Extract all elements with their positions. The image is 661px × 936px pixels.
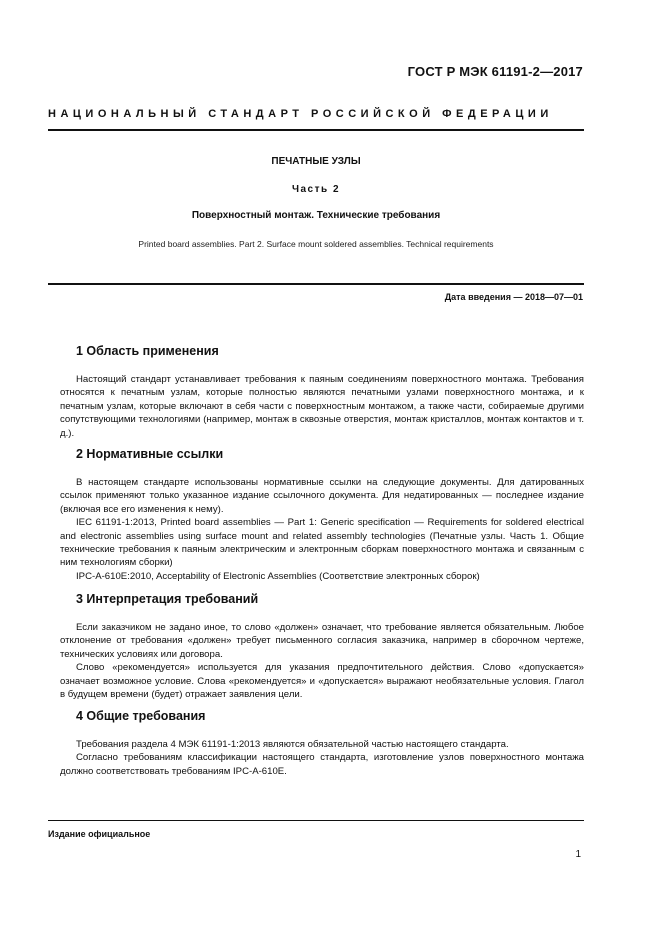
section-heading: 1 Область применения [76,344,219,358]
document-part: Часть 2 [291,184,341,195]
national-standard-banner: НАЦИОНАЛЬНЫЙ СТАНДАРТ РОССИЙСКОЙ ФЕДЕРАЦИИ [48,108,553,120]
paragraph: IEC 61191-1:2013, Printed board assemblies — Part 1: Generic specification — Requirements for soldered electrical and electronic assemblies using surface mount and related assembly technologies (Печатные узлы. Часть 1. Общие технические требования к паяным электрическим и электронным сборкам поверхностного монтажа и связанным с ним технологиям сборки) [60,517,584,569]
document-title: ПЕЧАТНЫЕ УЗЛЫ [271,156,361,167]
title-rule [48,283,584,285]
paragraph: В настоящем стандарте использованы нормативные ссылки на следующие документы. Для датированных ссылок применяют только указанное издание ссылочного документа. Для недатированных — последнее издание (включая все его изменения к нему). [60,477,584,515]
document-english-title: Printed board assemblies. Part 2. Surface mount soldered assemblies. Technical requirements [138,239,494,249]
paragraph: Согласно требованиям классификации настоящего стандарта, изготовление узлов поверхностного монтажа должно соответствовать требованиям IPC-A-610E. [60,752,584,777]
section-heading: 3 Интерпретация требований [76,592,259,606]
section-heading: 2 Нормативные ссылки [76,447,224,461]
edition-label: Издание официальное [48,829,151,839]
paragraph: Если заказчиком не задано иное, то слово «должен» означает, что требование является обязательным. Любое отклонение от требования «должен» требует письменного согласия заказчика, например в сборочном чертеже, технических условиях или договора. [60,622,584,660]
section-scope [60,343,584,440]
section-normative-references [60,446,584,583]
header-rule [48,129,584,131]
document-subtitle: Поверхностный монтаж. Технические требования [191,210,441,221]
paragraph: IPC-A-610E:2010, Acceptability of Electronic Assemblies (Соответствие электронных сборок) [76,570,480,582]
introduction-date: Дата введения — 2018—07—01 [444,292,583,302]
paragraph: Требования раздела 4 МЭК 61191-1:2013 являются обязательной частью настоящего стандарта. [76,739,509,750]
document-code: ГОСТ Р МЭК 61191-2—2017 [407,64,583,79]
paragraph: Слово «рекомендуется» используется для указания предпочтительного действия. Слово «допускается» означает возможное условие. Слова «рекомендуется» и «допускается» выражают необязательные условия. Глагол в будущем времени (будет) отражает заявления цели. [60,662,584,701]
section-interpretation [60,591,584,701]
section-general-requirements [60,708,584,778]
section-heading: 4 Общие требования [76,709,206,723]
paragraph: Настоящий стандарт устанавливает требования к паяным соединениям поверхностного монтажа. Требования относятся к печатным узлам, которые полностью являются печатными узлами поверхностного монтажа, и к печатным узлам, которые включают в себя части с поверхностным монтажом, а также части, собираемые другими сопутствующими технологиями (например, монтаж в сквозные отверстия, монтаж кристаллов, монтаж контактов и т. д.). [60,374,584,439]
page-number: 1 [575,849,581,860]
footer-rule [48,820,584,821]
